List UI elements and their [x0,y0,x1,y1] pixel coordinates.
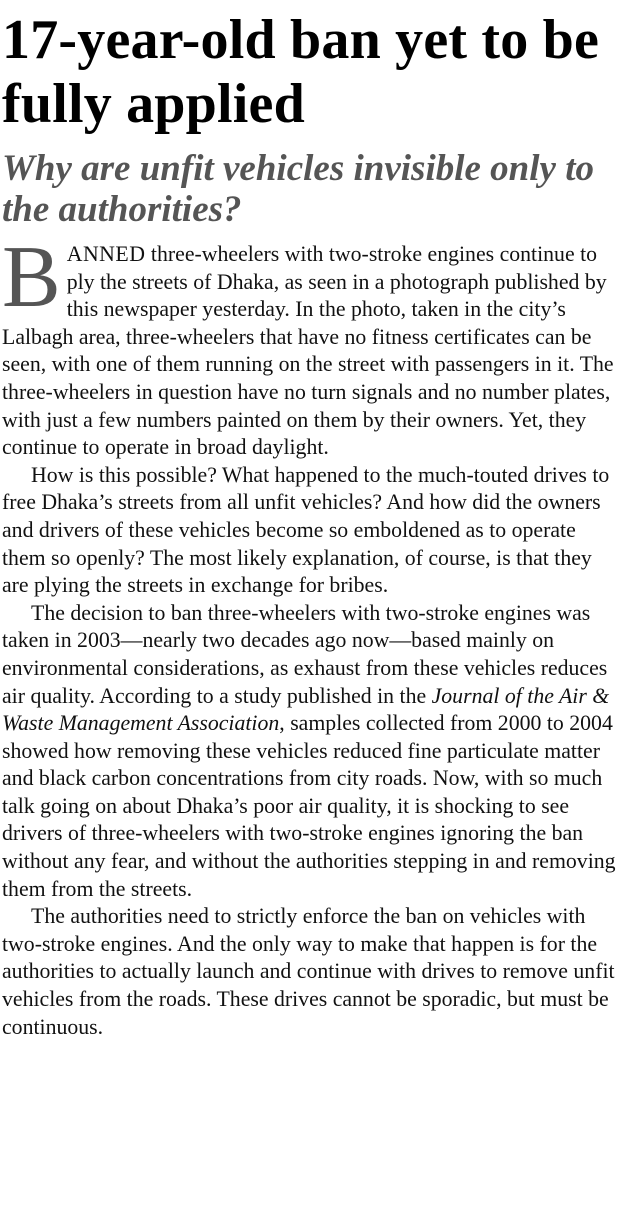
paragraph-3-text-before: The decision to ban three-wheelers with two-stroke engines was taken in 2003—nearly two decades ago now—based mainly on environmental considerations, as exhaust from these vehicles reduces air quality. According to a study published in the [2,600,608,708]
paragraph-3 [2,600,623,904]
drop-cap: B [2,229,61,326]
article-body [2,229,623,1041]
paragraph-2: How is this possible? What happened to the much-touted drives to free Dhaka’s streets from all unfit vehicles? And how did the owners and drivers of these vehicles become so emboldened as to operate them so openly? The most likely explanation, of course, is that they are plying the streets in exchange for bribes. [2,462,610,598]
lead-word: ANNED [66,242,146,266]
journal-title: Journal of the Air & Waste Management Association [2,683,610,736]
paragraph-3-text-after: , samples collected from 2000 to 2004 showed how removing these vehicles reduced fine particulate matter and black carbon concentrations from city roads. Now, with so much talk going on about Dhaka’s poor air quality, it is shocking to see drivers of three-wheelers with two-stroke engines ignoring the ban without any fear, and without the authorities stepping in and removing them from the streets. [2,711,616,901]
paragraph-4: The authorities need to strictly enforce the ban on vehicles with two-stroke engines. And the only way to make that happen is for the authorities to actually launch and continue with drives to remove unfit vehicles from the roads. These drives cannot be sporadic, but must be continuous. [2,904,615,1039]
paragraph-1-text: three-wheelers with two-stroke engines continue to ply the streets of Dhaka, as seen in a photograph published by this newspaper yesterday. In the photo, taken in the city’s Lalbagh area, three-wheelers that have no fitness certificates can be seen, with one of them running on the street with passengers in it. The three-wheelers in question have no turn signals and no number plates, with just a few numbers painted on them by their owners. Yet, they continue to operate in broad daylight. [2,242,614,460]
subheadline: Why are unfit vehicles invisible only to the authorities? [2,148,594,230]
headline: 17-year-old ban yet to be fully applied [2,9,600,135]
paragraph-1 [2,229,623,462]
